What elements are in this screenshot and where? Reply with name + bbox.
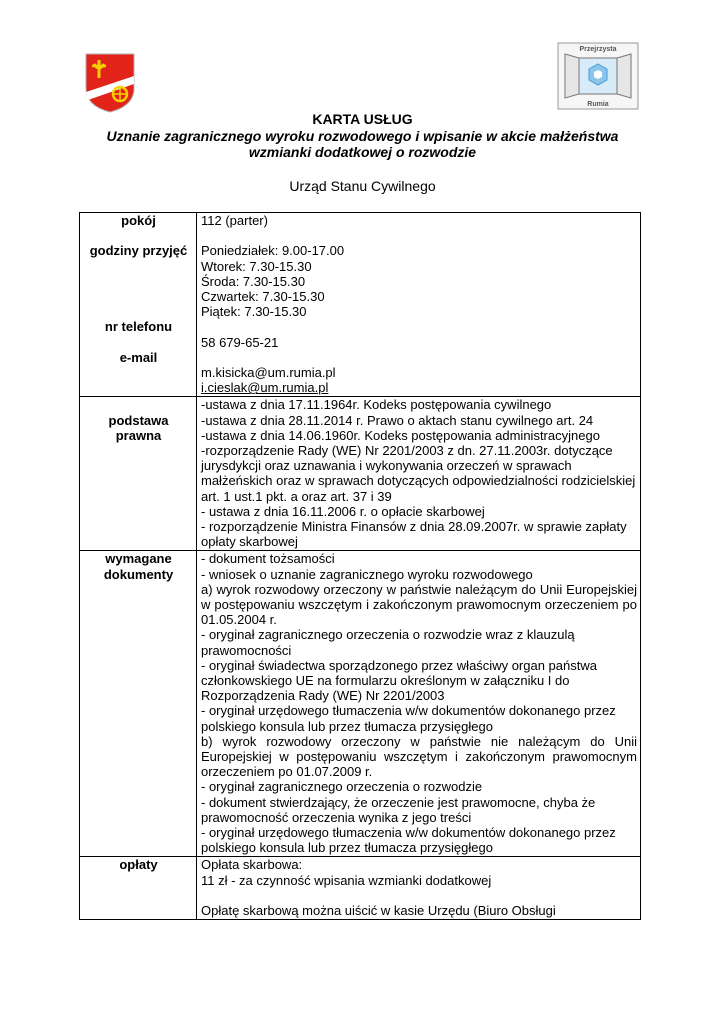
- document-item: - oryginał zagranicznego orzeczenia o rozwodzie: [201, 779, 483, 795]
- document-item: - oryginał urzędowego tłumaczenia w/w dokumentów dokonanego przez polskiego konsula lub przez tłumacza przysięgłego: [201, 703, 616, 734]
- hours-wednesday: Środa: 7.30-15.30: [201, 273, 306, 289]
- przejrzysta-rumia-badge: [557, 42, 639, 110]
- hours-tuesday: Wtorek: 7.30-15.30: [201, 258, 312, 274]
- fees-row: [80, 857, 641, 920]
- document-item: - oryginał zagranicznego orzeczenia o rozwodzie wraz z klauzulą prawomocności: [201, 627, 575, 658]
- phone-label: nr telefonu: [104, 319, 173, 335]
- document-item: - oryginał urzędowego tłumaczenia w/w dokumentów dokonanego przez polskiego konsula lub przez tłumacza przysięgłego: [201, 825, 616, 856]
- document-item: a) wyrok rozwodowy orzeczony w państwie należącym do Unii Europejskiej w postępowaniu wszczętym i zakończonym prawomocnym orzeczeniem po 01.05.2004 r.: [201, 581, 637, 628]
- hours-monday: Poniedziałek: 9.00-17.00: [201, 243, 345, 259]
- subtitle-line-2: wzmianki dodatkowej o rozwodzie: [248, 144, 477, 160]
- room-label: pokój: [121, 213, 156, 228]
- email-link-1[interactable]: m.kisicka@um.rumia.pl: [201, 364, 336, 380]
- document-item: - wniosek o uznanie zagranicznego wyroku rozwodowego: [201, 566, 533, 582]
- legal-item: -ustawa z dnia 17.11.1964r. Kodeks postępowania cywilnego: [201, 397, 552, 413]
- office-name: Urząd Stanu Cywilnego: [289, 178, 436, 194]
- email-link-2[interactable]: i.cieslak@um.rumia.pl: [201, 380, 329, 396]
- fee-heading: Opłata skarbowa:: [201, 857, 303, 873]
- legal-basis-list: [197, 397, 641, 551]
- legal-item: -ustawa z dnia 14.06.1960r. Kodeks postępowania administracyjnego: [201, 427, 600, 443]
- legal-item: -ustawa z dnia 28.11.2014 r. Prawo o aktach stanu cywilnego art. 24: [201, 412, 594, 428]
- document-item: - dokument tożsamości: [201, 551, 335, 567]
- phone-value: 58 679-65-21: [201, 334, 279, 350]
- fees-content: [197, 857, 641, 920]
- document-item: - dokument stwierdzający, że orzeczenie jest prawomocne, chyba że prawomocność orzeczenia wynika z jego treści: [201, 794, 596, 825]
- service-card-table: [79, 212, 641, 920]
- legal-basis-label-line-2: prawna: [115, 427, 162, 443]
- room-value: 112 (parter): [201, 213, 268, 228]
- fee-payment-info: Opłatę skarbową można uiścić w kasie Urzędu (Biuro Obsługi: [201, 903, 556, 919]
- legal-item: -rozporządzenie Rady (WE) Nr 2201/2003 z dn. 27.11.2003r. dotyczące jurysdykcji oraz uznawania i wykonywania orzeczeń w sprawach małżeńskich oraz w sprawach dotyczących odpowiedzialności rodzicielskiej art. 1 ust.1 pkt. a oraz art. 37 i 39: [201, 443, 636, 504]
- window-icon: [557, 42, 639, 110]
- contact-labels: [80, 213, 197, 397]
- email-label: e-mail: [119, 349, 158, 365]
- legal-basis-row: [80, 397, 641, 551]
- contact-values: [197, 213, 641, 397]
- subtitle-line-1: Uznanie zagranicznego wyroku rozwodowego i wpisanie w akcie małżeństwa: [106, 128, 619, 144]
- svg-text:Przejrzysta: Przejrzysta: [579, 46, 617, 53]
- hours-label: godziny przyjęć: [89, 243, 188, 259]
- hours-friday: Piątek: 7.30-15.30: [201, 304, 307, 320]
- legal-item: - rozporządzenie Ministra Finansów z dnia 28.09.2007r. w sprawie zapłaty opłaty skarbowej: [201, 519, 627, 550]
- document-item: - oryginał świadectwa sporządzonego przez właściwy organ państwa członkowskiego UE na formularzu określonym w załączniku I do Rozporządzenia Rady (WE) Nr 2201/2003: [201, 657, 597, 704]
- legal-basis-label: [80, 397, 197, 551]
- coat-of-arms-icon: [84, 52, 136, 114]
- document-item: b) wyrok rozwodowy orzeczony w państwie nie należącym do Unii Europejskiej w postępowaniu wszczętym i zakończonym prawomocnym orzeczeniem po 01.07.2009 r.: [201, 733, 637, 780]
- required-documents-row: [80, 551, 641, 857]
- card-title: KARTA USŁUG: [312, 111, 413, 127]
- legal-item: - ustawa z dnia 16.11.2006 r. o opłacie skarbowej: [201, 503, 485, 519]
- svg-text:Rumia: Rumia: [587, 101, 609, 108]
- documents-label-line-1: wymagane: [105, 551, 172, 567]
- fee-amount: 11 zł - za czynność wpisania wzmianki dodatkowej: [201, 872, 492, 888]
- hours-thursday: Czwartek: 7.30-15.30: [201, 289, 325, 304]
- required-documents-label: [80, 551, 197, 857]
- fees-label: opłaty: [80, 857, 197, 920]
- documents-label-line-2: dokumenty: [103, 566, 174, 582]
- card-subtitle: [0, 128, 725, 160]
- required-documents-list: [197, 551, 641, 857]
- legal-basis-label-line-1: podstawa: [108, 412, 169, 428]
- contact-info-row: [80, 213, 641, 397]
